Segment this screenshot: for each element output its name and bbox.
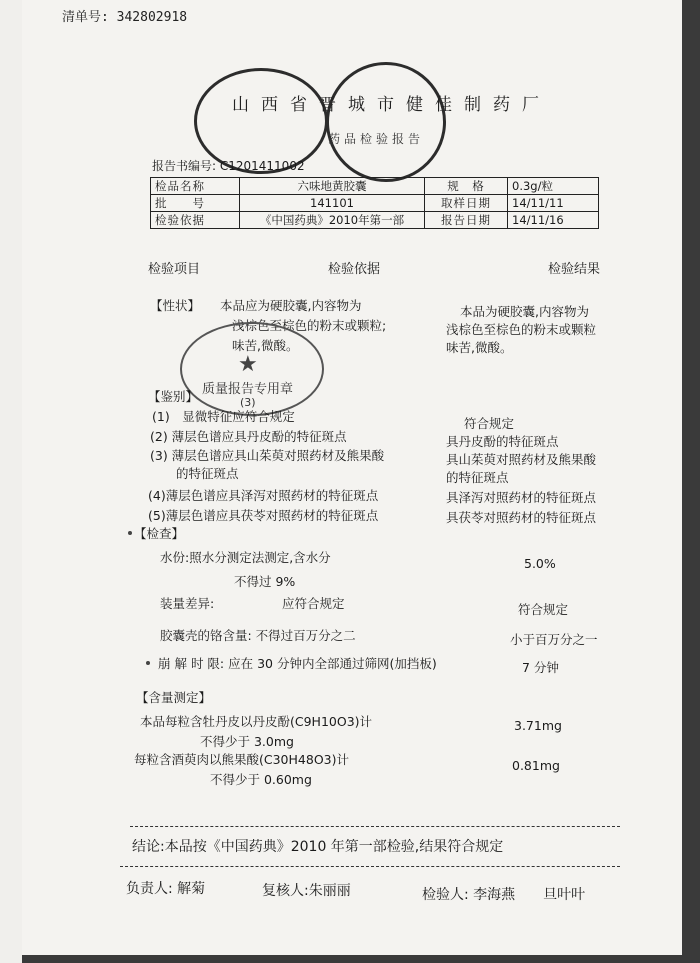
text-line: 具丹皮酚的特征斑点 [446, 434, 559, 449]
text-line: (5)薄层色谱应具茯苓对照药材的特征斑点 [148, 508, 379, 523]
text-line: 本品为硬胶囊,内容物为 [460, 304, 589, 319]
sample-info-table [150, 177, 599, 229]
quality-seal-text: 质量报告专用章 [202, 382, 294, 397]
column-result: 检验结果 [548, 262, 601, 277]
assay-limit-2: 不得少于 0.60mg [210, 772, 312, 787]
text-line: (3) 薄层色谱应具山茱萸对照药材及熊果酸 [150, 448, 385, 463]
text-line: (2) 薄层色谱应具丹皮酚的特征斑点 [150, 429, 347, 444]
table-cell: 0.3g/粒 [508, 178, 599, 195]
table-cell: 六味地黄胶囊 [240, 178, 425, 195]
table-cell: 批 号 [151, 195, 240, 212]
table-cell: 14/11/16 [508, 212, 599, 229]
text-line: 浅棕色至棕色的粉末或颗粒; [232, 318, 387, 333]
text-line: (4)薄层色谱应具泽泻对照药材的特征斑点 [148, 488, 379, 503]
weight-basis: 应符合规定 [282, 596, 345, 611]
water-result: 5.0% [524, 556, 556, 571]
table-cell: 141101 [240, 195, 425, 212]
table-row [151, 195, 599, 212]
text-line: 具泽泻对照药材的特征斑点 [446, 490, 597, 505]
divider [130, 826, 620, 827]
disintegration-result: 7 分钟 [522, 660, 559, 675]
disintegration-basis: 崩 解 时 限: 应在 30 分钟内全部通过筛网(加挡板) [158, 656, 437, 671]
factory-name: 山西省晋城市健佳制药厂 [232, 95, 551, 115]
table-cell: 取样日期 [425, 195, 508, 212]
weight-result: 符合规定 [518, 602, 569, 617]
weight-label: 装量差异: [160, 596, 215, 611]
table-cell: 报告日期 [425, 212, 508, 229]
column-item: 检验项目 [148, 262, 201, 277]
quality-seal-number: (3) [240, 396, 256, 409]
report-number: 报告书编号: C1201411002 [152, 159, 305, 173]
list-number: 清单号: 342802918 [62, 10, 188, 25]
table-row [151, 178, 599, 195]
table-cell: 检品名称 [151, 178, 240, 195]
report-subtitle: 药品检验报告 [328, 132, 425, 146]
assay-result-1: 3.71mg [514, 718, 562, 733]
assay-result-2: 0.81mg [512, 758, 560, 773]
text-line: 浅棕色至棕色的粉末或颗粒 [446, 322, 597, 337]
text-line: 的特征斑点 [176, 466, 239, 481]
chromium-result: 小于百万分之一 [510, 632, 598, 647]
seal-star-icon: ★ [238, 352, 258, 377]
table-row [151, 212, 599, 229]
divider [120, 866, 620, 867]
chromium-basis: 胶囊壳的铬含量: 不得过百万分之二 [160, 628, 356, 643]
signature-inspector: 检验人: 李海燕 旦叶叶 [422, 887, 586, 903]
section-identification: 【鉴别】 [148, 389, 199, 404]
table-cell: 14/11/11 [508, 195, 599, 212]
text-line: 味苦,微酸。 [446, 340, 513, 355]
column-basis: 检验依据 [328, 262, 381, 277]
text-line: 的特征斑点 [446, 470, 509, 485]
section-character: 【性状】 [150, 298, 201, 313]
water-basis: 水份:照水分测定法测定,含水分 [160, 550, 331, 565]
conclusion: 结论:本品按《中国药典》2010 年第一部检验,结果符合规定 [132, 839, 504, 855]
text-line: 符合规定 [464, 416, 515, 431]
water-limit: 不得过 9% [234, 574, 296, 589]
table-cell: 《中国药典》2010年第一部 [240, 212, 425, 229]
assay-line-1: 本品每粒含牡丹皮以丹皮酚(C9H10O3)计 [140, 714, 373, 729]
text-line: 具山茱萸对照药材及熊果酸 [446, 452, 597, 467]
bullet-mark [128, 531, 132, 535]
section-inspection: 【检查】 [134, 526, 185, 541]
assay-limit-1: 不得少于 3.0mg [200, 734, 294, 749]
bullet-mark [146, 661, 150, 665]
page-edge [0, 0, 22, 963]
signature-responsible: 负责人: 解菊 [126, 881, 206, 897]
text-line: (1) 显微特征应符合规定 [152, 409, 295, 424]
table-cell: 检验依据 [151, 212, 240, 229]
signature-reviewer: 复核人:朱丽丽 [262, 883, 351, 899]
section-assay: 【含量测定】 [136, 690, 212, 705]
text-line: 本品应为硬胶囊,内容物为 [220, 298, 362, 313]
table-cell: 规 格 [425, 178, 508, 195]
assay-line-2: 每粒含酒萸肉以熊果酸(C30H48O3)计 [134, 752, 349, 767]
text-line: 味苦,微酸。 [232, 338, 299, 353]
text-line: 具茯苓对照药材的特征斑点 [446, 510, 597, 525]
